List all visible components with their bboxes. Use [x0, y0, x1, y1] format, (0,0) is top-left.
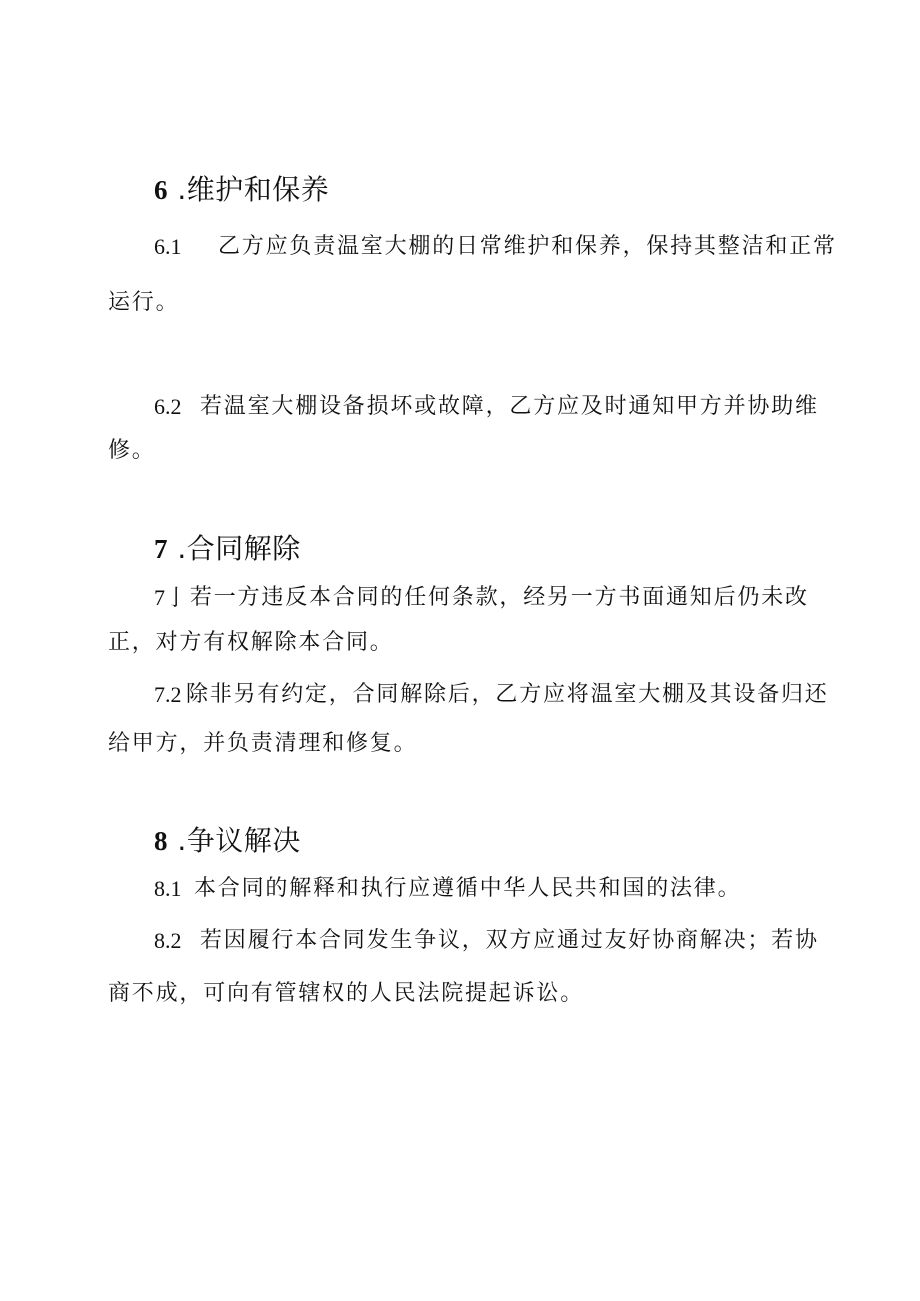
clause-7-2-number: 7.2 [154, 682, 182, 707]
clause-7-2-text-line2: 给甲方，并负责清理和修复。 [108, 731, 418, 756]
section-8-heading [154, 824, 301, 857]
clause-7-1-number: 7亅 [154, 585, 188, 610]
clause-7-1-text-line2: 正，对方有权解除本合同。 [108, 630, 394, 655]
section-6-heading [154, 173, 330, 206]
section-6-number: 6 [154, 175, 168, 205]
clause-8-1-number: 8.1 [154, 876, 182, 901]
clause-7-2-text-line1: 除非另有约定，合同解除后，乙方应将温室大棚及其设备归还 [186, 682, 829, 707]
section-6-title: .维护和保养 [177, 173, 330, 206]
clause-7-1-text-line1: 若一方违反本合同的任何条款，经另一方书面通知后仍未改 [190, 585, 809, 610]
clause-6-1-text-line2: 运行。 [108, 290, 180, 315]
section-7-title: .合同解除 [177, 532, 301, 565]
section-8-title: .争议解决 [177, 824, 301, 857]
clause-7-1 [154, 587, 187, 610]
clause-6-2-text-line1: 若温室大棚设备损坏或故障，乙方应及时通知甲方并协助维 [200, 394, 819, 419]
clause-6-1-number: 6.1 [154, 234, 182, 259]
clause-8-2-text-line1: 若因履行本合同发生争议，双方应通过友好协商解决；若协 [200, 928, 819, 953]
clause-6-1 [154, 236, 182, 259]
clause-8-2 [154, 930, 182, 953]
clause-8-1-text-line1: 本合同的解释和执行应遵循中华人民共和国的法律。 [194, 876, 742, 901]
clause-8-2-text-line2: 商不成，可向有管辖权的人民法院提起诉讼。 [108, 981, 585, 1006]
clause-6-2-number: 6.2 [154, 394, 182, 419]
clause-6-2-text-line2: 修。 [108, 438, 156, 463]
clause-8-1 [154, 878, 182, 901]
section-8-number: 8 [154, 826, 168, 856]
clause-6-2 [154, 396, 182, 419]
clause-6-1-text-line1: 乙方应负责温室大棚的日常维护和保养，保持其整洁和正常 [218, 234, 837, 259]
clause-7-2 [154, 684, 182, 707]
section-7-heading [154, 532, 301, 565]
clause-8-2-number: 8.2 [154, 928, 182, 953]
section-7-number: 7 [154, 534, 168, 564]
